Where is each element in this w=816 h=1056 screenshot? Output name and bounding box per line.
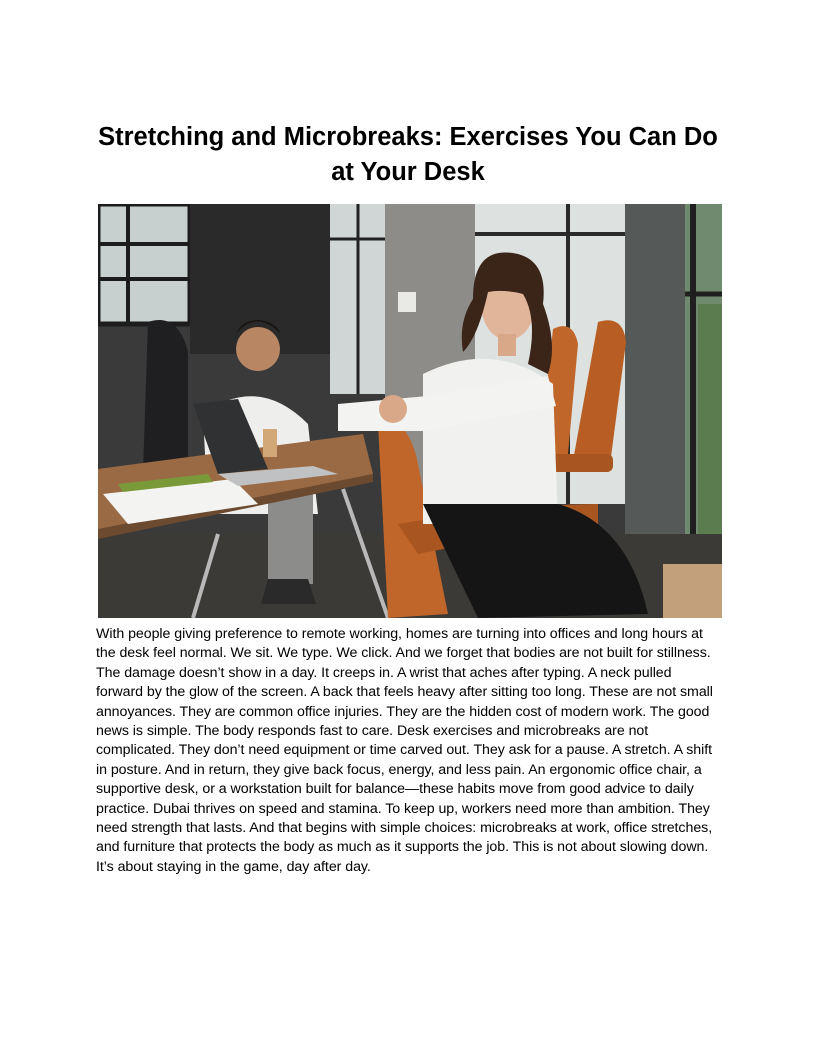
page-title: Stretching and Microbreaks: Exercises You Can Do at Your Desk [98,123,718,186]
office-stretch-photo [98,204,722,618]
article-body: With people giving preference to remote working, homes are turning into offices and long hours at the desk feel normal. We sit. We type. We click. And we forget that bodies are not built for stillness. The damage doesn’t show in a day. It creeps in. A wrist that aches after typing. A neck pulled forward by the glow of the screen. A back that feels heavy after sitting too long. These are not small annoyances. They are common office injuries. They are the hidden cost of modern work. The good news is simple. The body responds fast to care. Desk exercises and microbreaks are not complicated. They don’t need equipment or time carved out. They ask for a pause. A stretch. A shift in posture. And in return, they give back focus, energy, and less pain. An ergonomic office chair, a supportive desk, or a workstation built for balance—these habits move from good advice to daily practice. Dubai thrives on speed and stamina. To keep up, workers need more than ambition. They need strength that lasts. And that begins with simple choices: microbreaks at work, office stretches, and furniture that protects the body as much as it supports the job. This is not about slowing down. It’s about staying in the game, day after day. [96,626,713,875]
